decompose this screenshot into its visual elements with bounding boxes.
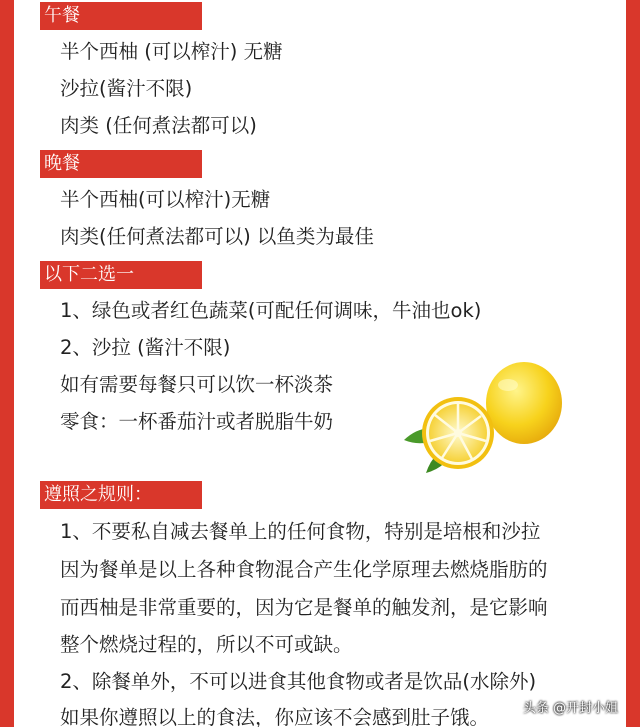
section-header-lunch: 午餐 — [40, 2, 202, 30]
section-header-rules: 遵照之规则： — [40, 481, 202, 509]
lemon-icon — [396, 355, 566, 480]
choose-line-2: 2、沙拉 (酱汁不限) — [60, 336, 231, 359]
dinner-line-1: 半个西柚(可以榨汁)无糖 — [60, 188, 271, 211]
section-header-dinner: 晚餐 — [40, 150, 202, 178]
choose-line-1: 1、绿色或者红色蔬菜(可配任何调味，牛油也ok) — [60, 299, 482, 322]
rules-line-2: 因为餐单是以上各种食物混合产生化学原理去燃烧脂肪的 — [60, 558, 548, 581]
lunch-line-1: 半个西柚 (可以榨汁) 无糖 — [60, 40, 283, 63]
lunch-line-2: 沙拉(酱汁不限) — [60, 77, 193, 100]
watermark: 头条 @开封小姐 — [522, 701, 618, 716]
lunch-line-3: 肉类 (任何煮法都可以) — [60, 114, 257, 137]
rules-line-3: 而西柚是非常重要的，因为它是餐单的触发剂，是它影响 — [60, 596, 548, 619]
rules-line-4: 整个燃烧过程的，所以不可或缺。 — [60, 633, 353, 656]
choose-line-4: 零食：一杯番茄汁或者脱脂牛奶 — [60, 410, 334, 433]
section-header-choose-one: 以下二选一 — [40, 261, 202, 289]
rules-line-1: 1、不要私自减去餐单上的任何食物，特别是培根和沙拉 — [60, 520, 541, 543]
rules-line-5: 2、除餐单外，不可以进食其他食物或者是饮品(水除外) — [60, 670, 537, 693]
dinner-line-2: 肉类(任何煮法都可以) 以鱼类为最佳 — [60, 225, 374, 248]
document-page — [14, 0, 626, 727]
rules-line-6: 如果你遵照以上的食法，你应该不会感到肚子饿。 — [60, 706, 490, 727]
choose-line-3: 如有需要每餐只可以饮一杯淡茶 — [60, 373, 334, 396]
